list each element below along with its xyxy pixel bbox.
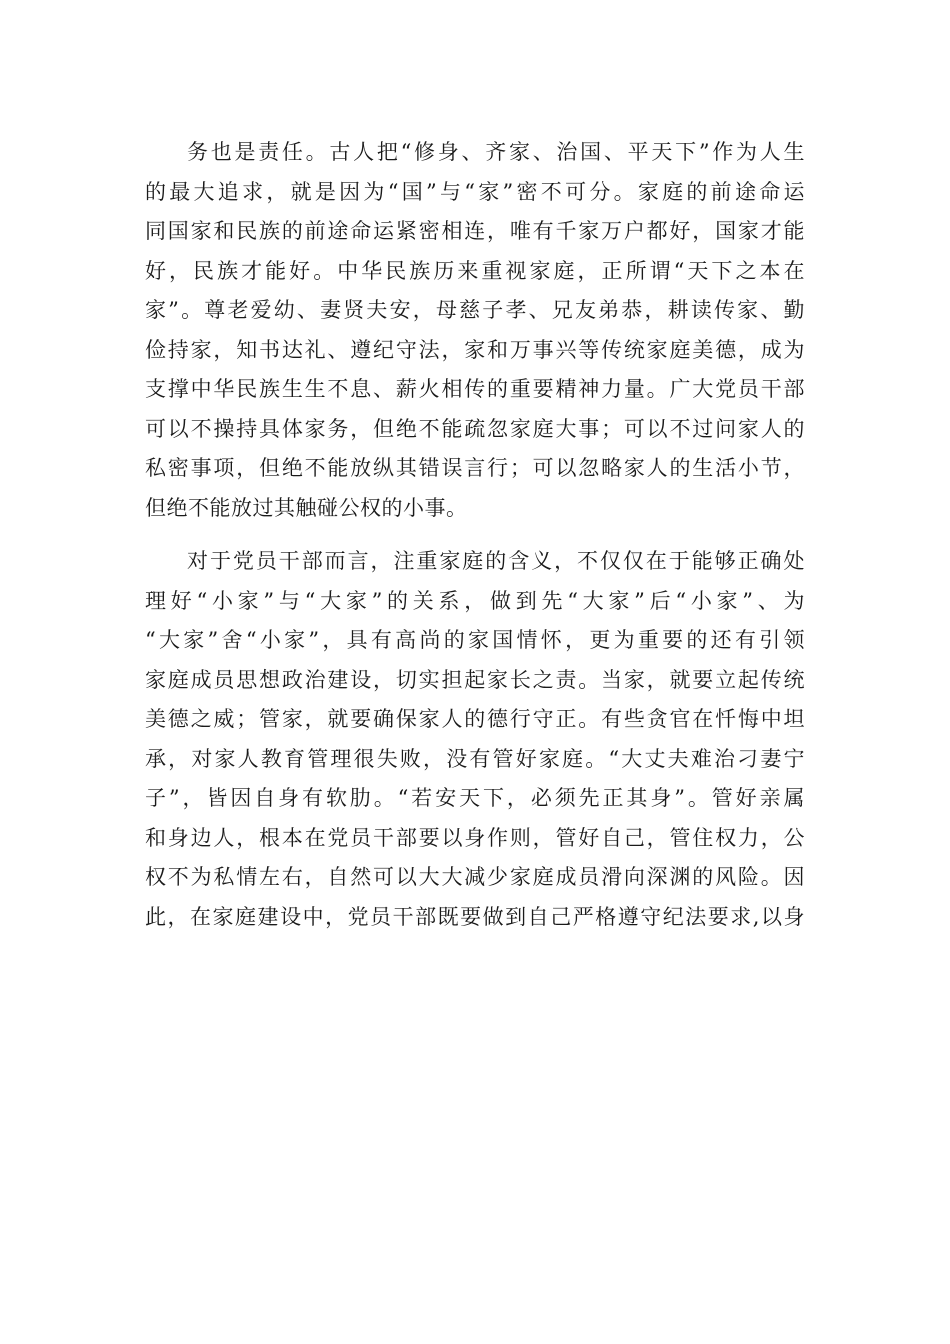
text-line: “大家”舍“小家”，具有高尚的家国情怀，更为重要的还有引领	[145, 628, 805, 652]
text-line: 权不为私情左右，自然可以大大减少家庭成员滑向深渊的风险。因	[145, 865, 805, 889]
paragraph-party-cadres	[145, 542, 805, 937]
text-line: 可以不操持具体家务，但绝不能疏忽家庭大事；可以不过问家人的	[145, 416, 805, 441]
text-line: 承，对家人教育管理很失败，没有管好家庭。“大丈夫难治刁妻宁	[145, 746, 805, 771]
text-line: 务也是责任。古人把“修身、齐家、治国、平天下”作为人生	[187, 140, 805, 164]
paragraph-family-duty	[145, 133, 805, 528]
text-line: 和身边人，根本在党员干部要以身作则，管好自己，管住权力，公	[145, 825, 805, 850]
text-line: 但绝不能放过其触碰公权的小事。	[145, 495, 468, 520]
text-line: 子”，皆因自身有软肋。“若安天下，必须先正其身”。管好亲属	[145, 786, 805, 810]
text-line: 同国家和民族的前途命运紧密相连，唯有千家万户都好，国家才能	[145, 219, 805, 243]
text-line: 理好“小家”与“大家”的关系，做到先“大家”后“小家”、为	[145, 588, 805, 613]
body-text	[145, 133, 805, 937]
text-line: 对于党员干部而言，注重家庭的含义，不仅仅在于能够正确处	[187, 549, 805, 573]
text-line: 俭持家，知书达礼、遵纪守法，家和万事兴等传统家庭美德，成为	[145, 337, 805, 362]
text-line: 支撑中华民族生生不息、薪火相传的重要精神力量。广大党员干部	[145, 377, 805, 401]
text-line: 家”。尊老爱幼、妻贤夫安，母慈子孝、兄友弟恭，耕读传家、勤	[145, 298, 805, 322]
text-line: 好，民族才能好。中华民族历来重视家庭，正所谓“天下之本在	[145, 258, 805, 283]
text-line: 此，在家庭建设中，党员干部既要做到自己严格遵守纪法要求,以身	[145, 904, 805, 929]
text-line: 私密事项，但绝不能放纵其错误言行；可以忽略家人的生活小节，	[145, 456, 805, 480]
text-line: 美德之威；管家，就要确保家人的德行守正。有些贪官在忏悔中坦	[145, 707, 805, 731]
text-line: 的最大追求，就是因为“国”与“家”密不可分。家庭的前途命运	[145, 179, 805, 204]
text-line: 家庭成员思想政治建设，切实担起家长之责。当家，就要立起传统	[145, 667, 805, 692]
